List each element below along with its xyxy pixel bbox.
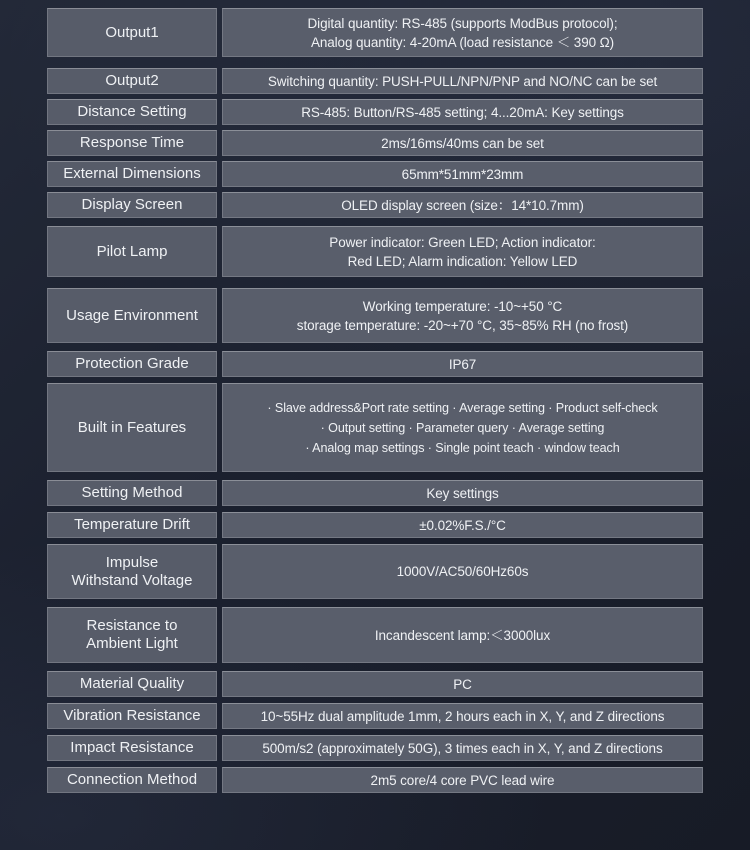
spec-value-cell	[222, 8, 703, 57]
spec-label: Withstand Voltage	[71, 571, 193, 589]
spec-value-cell	[222, 226, 703, 277]
spec-value-cell	[222, 99, 703, 125]
spec-label: Material Quality	[79, 675, 185, 692]
spec-value-cell	[222, 735, 703, 761]
spec-value-cell	[222, 512, 703, 538]
spec-value-line: Power indicator: Green LED; Action indicator:	[329, 234, 596, 250]
spec-row-output2	[47, 68, 703, 94]
spec-value-line: IP67	[448, 356, 477, 372]
spec-label-cell	[47, 480, 217, 506]
spec-label-cell	[47, 607, 217, 663]
spec-value-line: 1000V/AC50/60Hz60s	[396, 564, 529, 579]
spec-value-line: · Output setting · Parameter query · Average setting	[320, 420, 605, 435]
spec-value-line: 65mm*51mm*23mm	[401, 166, 524, 182]
spec-value-line: 500m/s2 (approximately 50G), 3 times each in X, Y, and Z directions	[262, 740, 663, 756]
spec-row-vibration-resistance	[47, 703, 703, 729]
spec-label: Connection Method	[66, 771, 198, 788]
spec-value-line: OLED display screen (size：14*10.7mm)	[341, 197, 584, 213]
spec-row-protection-grade	[47, 351, 703, 377]
spec-label: Temperature Drift	[74, 516, 190, 533]
spec-value-line: · Analog map settings · Single point teach · window teach	[305, 440, 620, 455]
spec-label-cell	[47, 68, 217, 94]
spec-label: Display Screen	[81, 196, 183, 213]
spec-value-line: RS-485: Button/RS-485 setting; 4...20mA: Key settings	[301, 104, 624, 120]
spec-label: Distance Setting	[77, 103, 187, 120]
spec-row-temperature-drift	[47, 512, 703, 538]
spec-value-line: 10~55Hz dual amplitude 1mm, 2 hours each in X, Y, and Z directions	[260, 708, 665, 724]
spec-value-line: · Slave address&Port rate setting · Average setting · Product self-check	[267, 400, 658, 415]
spec-value-cell	[222, 767, 703, 793]
spec-label: Built in Features	[77, 418, 187, 436]
spec-row-pilot-lamp	[47, 226, 703, 277]
spec-row-distance-setting	[47, 99, 703, 125]
spec-value-cell	[222, 383, 703, 472]
spec-value-line: Analog quantity: 4-20mA (load resistance ＜ 390 Ω)	[310, 34, 615, 50]
spec-value-line: ±0.02%F.S./°C	[419, 517, 506, 533]
spec-value-line: Key settings	[426, 485, 499, 501]
spec-value-line: 2ms/16ms/40ms can be set	[381, 135, 544, 151]
spec-table	[47, 8, 703, 793]
spec-label-cell	[47, 99, 217, 125]
spec-label-cell	[47, 8, 217, 57]
spec-row-impact-resistance	[47, 735, 703, 761]
spec-label-cell	[47, 383, 217, 472]
spec-value-line: storage temperature: -20~+70 °C, 35~85% RH (no frost)	[296, 317, 629, 333]
spec-value-cell	[222, 671, 703, 697]
spec-row-setting-method	[47, 480, 703, 506]
spec-label: Protection Grade	[75, 355, 189, 372]
spec-label-cell	[47, 671, 217, 697]
spec-row-built-in-features	[47, 383, 703, 472]
spec-value-line: Red LED; Alarm indication: Yellow LED	[347, 253, 578, 269]
spec-row-connection-method	[47, 767, 703, 793]
spec-value-line: 2m5 core/4 core PVC lead wire	[370, 772, 555, 788]
spec-label: Output2	[105, 72, 159, 89]
spec-label: External Dimensions	[63, 165, 201, 182]
spec-value-cell	[222, 480, 703, 506]
spec-label: Vibration Resistance	[63, 707, 201, 724]
spec-label: Resistance to	[86, 617, 178, 634]
spec-value-line: PC	[453, 676, 472, 692]
spec-label-cell	[47, 288, 217, 343]
spec-value-cell	[222, 161, 703, 187]
spec-row-external-dimensions	[47, 161, 703, 187]
spec-value-line: Switching quantity: PUSH-PULL/NPN/PNP and NO/NC can be set	[267, 73, 658, 89]
spec-label-cell	[47, 544, 217, 599]
spec-value-line: Digital quantity: RS-485 (supports ModBus protocol);	[307, 15, 618, 31]
spec-row-impulse-withstand-voltage	[47, 544, 703, 599]
spec-label-cell	[47, 130, 217, 156]
spec-label: Usage Environment	[66, 306, 198, 324]
spec-row-response-time	[47, 130, 703, 156]
spec-label-cell	[47, 735, 217, 761]
spec-value-cell	[222, 544, 703, 599]
spec-label: Pilot Lamp	[96, 242, 168, 260]
spec-value-cell	[222, 68, 703, 94]
spec-row-display-screen	[47, 192, 703, 218]
spec-label: Impact Resistance	[70, 739, 194, 756]
spec-value-cell	[222, 351, 703, 377]
spec-label-cell	[47, 161, 217, 187]
spec-value-line: Incandescent lamp:＜3000lux	[374, 627, 551, 643]
spec-value-cell	[222, 703, 703, 729]
spec-value-line: Working temperature: -10~+50 °C	[362, 298, 563, 314]
spec-label: Ambient Light	[86, 635, 178, 652]
spec-label-cell	[47, 703, 217, 729]
spec-row-material-quality	[47, 671, 703, 697]
spec-label: Setting Method	[81, 484, 183, 501]
spec-label-cell	[47, 512, 217, 538]
spec-value-cell	[222, 192, 703, 218]
spec-value-cell	[222, 130, 703, 156]
spec-label: Impulse	[105, 553, 159, 571]
spec-label-cell	[47, 767, 217, 793]
spec-value-cell	[222, 607, 703, 663]
spec-value-cell	[222, 288, 703, 343]
spec-row-resistance-to-ambient-light	[47, 607, 703, 663]
spec-label: Output1	[105, 23, 159, 41]
spec-label-cell	[47, 226, 217, 277]
spec-label: Response Time	[79, 134, 185, 151]
spec-row-usage-environment	[47, 288, 703, 343]
spec-label-cell	[47, 351, 217, 377]
spec-row-output1	[47, 8, 703, 57]
spec-label-cell	[47, 192, 217, 218]
